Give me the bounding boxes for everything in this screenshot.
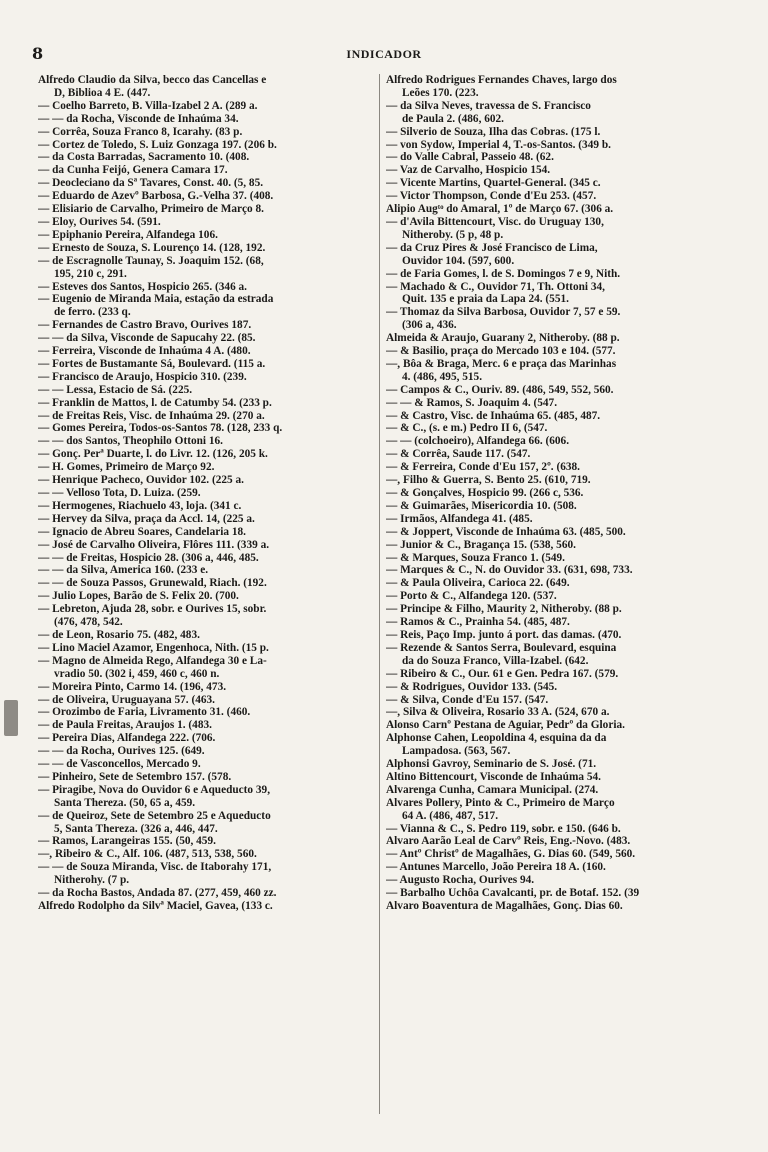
directory-entry: — & Joppert, Visconde de Inhaúma 63. (485, 500.	[386, 525, 626, 538]
directory-entry: — de Escragnolle Taunay, S. Joaquim 152. (68,	[38, 254, 264, 267]
directory-entry: — Augusto Rocha, Ourives 94.	[386, 874, 535, 887]
right-column	[386, 74, 738, 913]
directory-entry: 4. (486, 495, 515.	[402, 370, 483, 383]
directory-entry: — von Sydow, Imperial 4, T.-os-Santos. (349 b.	[386, 138, 611, 151]
directory-entry: — da Costa Barradas, Sacramento 10. (408.	[38, 151, 250, 164]
directory-entry: — Victor Thompson, Conde d'Eu 253. (457.	[386, 190, 597, 203]
directory-entry: — Coelho Barreto, B. Villa-Izabel 2 A. (289 a.	[38, 99, 258, 112]
directory-entry: 195, 210 c, 291.	[54, 267, 127, 280]
directory-entry: — Ramos & C., Prainha 54. (485, 487.	[386, 616, 570, 629]
directory-entry: — Pinheiro, Sete de Setembro 157. (578.	[38, 770, 232, 783]
directory-entry: — — de Vasconcellos, Mercado 9.	[38, 758, 201, 771]
directory-entry: — Principe & Filho, Maurity 2, Nitheroby. (88 p.	[386, 603, 622, 616]
directory-entry: — d'Avila Bittencourt, Visc. do Uruguay 130,	[386, 215, 604, 228]
directory-entry: — Ernesto de Souza, S. Lourenço 14. (128, 192.	[38, 241, 266, 254]
directory-entry: — Esteves dos Santos, Hospicio 265. (346 a.	[38, 280, 248, 293]
directory-entry: — — de Souza Passos, Grunewald, Riach. (192.	[38, 577, 267, 590]
directory-entry: — da Rocha Bastos, Andada 87. (277, 459, 460 zz.	[38, 887, 277, 900]
directory-entry: Almeida & Araujo, Guarany 2, Nitheroby. (88 p.	[386, 332, 620, 345]
directory-entry: — Cortez de Toledo, S. Luiz Gonzaga 197. (206 b.	[38, 138, 277, 151]
directory-entry: — Junior & C., Bragança 15. (538, 560.	[386, 538, 576, 551]
directory-entry: — Eduardo de Azevº Barbosa, G.-Velha 37. (408.	[38, 190, 274, 203]
directory-entry: — Francisco de Araujo, Hospicio 310. (239.	[38, 370, 247, 383]
directory-entry: —, Bôa & Braga, Merc. 6 e praça das Marinhas	[386, 357, 617, 370]
directory-entry: — Fernandes de Castro Bravo, Ourives 187.	[38, 319, 252, 332]
running-title: INDICADOR	[346, 47, 422, 61]
directory-entry: — de Queiroz, Sete de Setembro 25 e Aqueducto	[38, 809, 271, 822]
directory-entry: Nitheroby. (5 p, 48 p.	[402, 228, 504, 241]
directory-entry: — Moreira Pinto, Carmo 14. (196, 473.	[38, 680, 227, 693]
directory-entry: — Marques & C., N. do Ouvidor 33. (631, 698, 733.	[386, 564, 633, 577]
directory-entry: — — (colchoeiro), Alfandega 66. (606.	[386, 435, 570, 448]
directory-entry: — Campos & C., Ouriv. 89. (486, 549, 552, 560.	[386, 383, 614, 396]
directory-entry: — Lino Maciel Azamor, Engenhoca, Nith. (15 p.	[38, 641, 269, 654]
directory-entry: — da Cruz Pires & José Francisco de Lima,	[386, 241, 598, 254]
directory-entry: — & Corrêa, Saude 117. (547.	[386, 448, 531, 461]
directory-entry: — Ignacio de Abreu Soares, Candelaria 18.	[38, 525, 246, 538]
directory-entry: — de Faria Gomes, l. de S. Domingos 7 e 9, Nith.	[386, 267, 621, 280]
directory-entry: — & C., (s. e m.) Pedro II 6, (547.	[386, 422, 548, 435]
directory-entry: Alvarenga Cunha, Camara Municipal. (274.	[386, 783, 599, 796]
directory-entry: — & Ferreira, Conde d'Eu 157, 2º. (638.	[386, 461, 580, 474]
directory-entry: — Magno de Almeida Rego, Alfandega 30 e La-	[38, 654, 267, 667]
directory-entry: — Eugenio de Miranda Maia, estação da estrada	[38, 293, 274, 306]
directory-entry: — Eloy, Ourives 54. (591.	[38, 215, 161, 228]
directory-entry: — & Silva, Conde d'Eu 157. (547.	[386, 693, 549, 706]
directory-entry: (306 a, 436.	[402, 319, 457, 332]
directory-entry: — Pereira Dias, Alfandega 222. (706.	[38, 732, 216, 745]
binding-smudge	[4, 700, 18, 736]
directory-entry: — Julio Lopes, Barão de S. Felix 20. (700.	[38, 590, 239, 603]
directory-entry: — Ribeiro & C., Our. 61 e Gen. Pedra 167. (579.	[386, 667, 619, 680]
directory-entry: — de Leon, Rosario 75. (482, 483.	[38, 628, 200, 641]
directory-entry: Alvares Pollery, Pinto & C., Primeiro de Março	[386, 796, 615, 809]
directory-entry: — do Valle Cabral, Passeio 48. (62.	[386, 151, 554, 164]
directory-entry: — — Lessa, Estacio de Sá. (225.	[38, 383, 193, 396]
directory-entry: — Lebreton, Ajuda 28, sobr. e Ourives 15, sobr.	[38, 603, 267, 616]
directory-entry: — — da Rocha, Ourives 125. (649.	[38, 745, 205, 758]
directory-entry: Alfredo Rodolpho da Silvª Maciel, Gavea, (133 c.	[38, 900, 273, 912]
directory-entry: — Thomaz da Silva Barbosa, Ouvidor 7, 57 e 59.	[386, 306, 621, 319]
directory-entry: — & Paula Oliveira, Carioca 22. (649.	[386, 577, 570, 590]
directory-entry: — Fortes de Bustamante Sá, Boulevard. (115 a.	[38, 357, 266, 370]
directory-entry: — Gomes Pereira, Todos-os-Santos 78. (128, 233 q.	[38, 422, 283, 435]
directory-entry: — Reis, Paço Imp. junto á port. das damas. (470.	[386, 628, 622, 641]
left-column	[38, 74, 390, 913]
directory-entry: — de Oliveira, Uruguayana 57. (463.	[38, 693, 215, 706]
directory-entry: — Elisiario de Carvalho, Primeiro de Março 8.	[38, 203, 265, 216]
directory-entry: — Deocleciano da Sª Tavares, Const. 40. (5, 85.	[38, 177, 264, 190]
page-number: 8	[32, 44, 44, 63]
directory-entry: — Epiphanio Pereira, Alfandega 106.	[38, 228, 218, 241]
directory-entry: de ferro. (233 q.	[54, 306, 131, 319]
directory-entry: Nitherohy. (7 p.	[54, 874, 130, 887]
directory-entry: — Antunes Marcello, João Pereira 18 A. (160.	[386, 861, 606, 874]
directory-entry: —, Filho & Guerra, S. Bento 25. (610, 719.	[386, 474, 591, 487]
directory-entry: Ouvidor 104. (597, 600.	[402, 254, 515, 267]
directory-entry: —, Silva & Oliveira, Rosario 33 A. (524, 670 a.	[386, 706, 610, 719]
directory-entry: Altino Bittencourt, Visconde de Inhaúma 54.	[386, 770, 601, 783]
directory-entry: — Gonç. Perª Duarte, l. do Livr. 12. (126, 205 k.	[38, 448, 268, 461]
directory-entry: Santa Thereza. (50, 65 a, 459.	[54, 796, 196, 809]
directory-entry: — — & Ramos, S. Joaquim 4. (547.	[386, 396, 558, 409]
page-header	[0, 44, 768, 66]
directory-entry: — Rezende & Santos Serra, Boulevard, esquina	[386, 641, 617, 654]
directory-entry: de Paula 2. (486, 602.	[402, 112, 504, 125]
directory-entry: — Corrêa, Souza Franco 8, Icarahy. (83 p.	[38, 125, 243, 138]
directory-entry: Alonso Carnº Pestana de Aguiar, Pedrº da Gloria.	[386, 719, 625, 732]
directory-entry: — Antº Christº de Magalhães, G. Dias 60. (549, 560.	[386, 848, 636, 861]
directory-entry: Alvaro Aarão Leal de Carvº Reis, Eng.-Novo. (483.	[386, 835, 631, 848]
directory-entry: — Vianna & C., S. Pedro 119, sobr. e 150. (646 b.	[386, 822, 621, 835]
directory-entry: Alfredo Rodrigues Fernandes Chaves, largo dos	[386, 74, 617, 86]
directory-entry: — Vicente Martins, Quartel-General. (345 c.	[386, 177, 601, 190]
directory-entry: — Porto & C., Alfandega 120. (537.	[386, 590, 557, 603]
directory-entry: — da Silva Neves, travessa de S. Francisco	[386, 99, 591, 112]
directory-entry: — Hervey da Silva, praça da Accl. 14, (225 a.	[38, 512, 255, 525]
directory-entry: — & Castro, Visc. de Inhaúma 65. (485, 487.	[386, 409, 601, 422]
directory-entry: — Ramos, Larangeiras 155. (50, 459.	[38, 835, 216, 848]
directory-entry: — da Cunha Feijó, Genera Camara 17.	[38, 164, 228, 177]
directory-entry: — Vaz de Carvalho, Hospicio 154.	[386, 164, 551, 177]
directory-entry: — — dos Santos, Theophilo Ottoni 16.	[38, 435, 223, 448]
directory-entry: — José de Carvalho Oliveira, Flôres 111. (339 a.	[38, 538, 270, 551]
directory-entry: D, Biblioa 4 E. (447.	[54, 86, 151, 99]
directory-entry: — Silverio de Souza, Ilha das Cobras. (175 l.	[386, 125, 601, 138]
directory-entry: — & Gonçalves, Hospicio 99. (266 c, 536.	[386, 487, 584, 499]
directory-entry: Alphonsi Gavroy, Seminario de S. José. (71.	[386, 758, 597, 771]
directory-entry: — — da Silva, America 160. (233 e.	[38, 564, 209, 577]
directory-entry: — Orozimbo de Faria, Livramento 31. (460.	[38, 706, 251, 719]
directory-entry: — — de Freitas, Hospicio 28. (306 a, 446, 485.	[38, 551, 259, 564]
directory-entry: Lampadosa. (563, 567.	[402, 745, 511, 758]
directory-entry: Leões 170. (223.	[402, 86, 479, 99]
directory-entry: — Franklin de Mattos, l. de Catumby 54. (233 p.	[38, 396, 272, 409]
directory-entry: — Hermogenes, Riachuelo 43, loja. (341 c.	[38, 499, 242, 512]
directory-entry: Quit. 135 e praia da Lapa 24. (551.	[402, 293, 569, 306]
directory-entry: Alphonse Cahen, Leopoldina 4, esquina da da	[386, 732, 607, 745]
directory-entry: — — de Souza Miranda, Visc. de Itaborahy 171,	[38, 861, 272, 874]
directory-entry: — — Velloso Tota, D. Luiza. (259.	[38, 487, 201, 499]
directory-entry: — Henrique Pacheco, Ouvidor 102. (225 a.	[38, 474, 244, 487]
directory-entry: — de Freitas Reis, Visc. de Inhaúma 29. (270 a.	[38, 409, 265, 422]
directory-entry: Alipio Augᵗᵒ do Amaral, 1º de Março 67. (306 a.	[386, 203, 614, 216]
directory-entry: 5, Santa Thereza. (326 a, 446, 447.	[54, 822, 218, 835]
directory-entry: — Piragibe, Nova do Ouvidor 6 e Aqueducto 39,	[38, 783, 271, 796]
directory-entry: — & Basilio, praça do Mercado 103 e 104. (577.	[386, 345, 616, 358]
directory-entry: da do Souza Franco, Villa-Izabel. (642.	[402, 654, 589, 667]
directory-entry: (476, 478, 542.	[54, 616, 123, 629]
directory-entry: — Ferreira, Visconde de Inhaúma 4 A. (480.	[38, 345, 251, 358]
directory-entry: — Machado & C., Ouvidor 71, Th. Ottoni 34,	[386, 280, 605, 293]
directory-entry: — — da Silva, Visconde de Sapucahy 22. (85.	[38, 332, 256, 345]
directory-entry: — & Rodrigues, Ouvidor 133. (545.	[386, 680, 558, 693]
directory-entry: —, Ribeiro & C., Alf. 106. (487, 513, 538, 560.	[38, 848, 257, 861]
directory-entry: — Barbalho Uchôa Cavalcanti, pr. de Botaf. 152. (39	[386, 887, 640, 900]
directory-entry: — & Guimarães, Misericordia 10. (508.	[386, 499, 577, 512]
directory-entry: Alfredo Claudio da Silva, becco das Cancellas e	[38, 74, 267, 86]
directory-entry: — — da Rocha, Visconde de Inhaúma 34.	[38, 112, 239, 125]
directory-entry: Alvaro Boaventura de Magalhães, Gonç. Dias 60.	[386, 900, 623, 912]
directory-entry: — & Marques, Souza Franco 1. (549.	[386, 551, 565, 564]
directory-entry: 64 A. (486, 487, 517.	[402, 809, 499, 822]
directory-entry: — H. Gomes, Primeiro de Março 92.	[38, 461, 215, 474]
column-divider	[379, 74, 380, 1114]
directory-entry: — de Paula Freitas, Araujos 1. (483.	[38, 719, 212, 732]
directory-entry: — Irmãos, Alfandega 41. (485.	[386, 512, 533, 525]
directory-entry: vradio 50. (302 i, 459, 460 c, 460 n.	[54, 667, 220, 680]
